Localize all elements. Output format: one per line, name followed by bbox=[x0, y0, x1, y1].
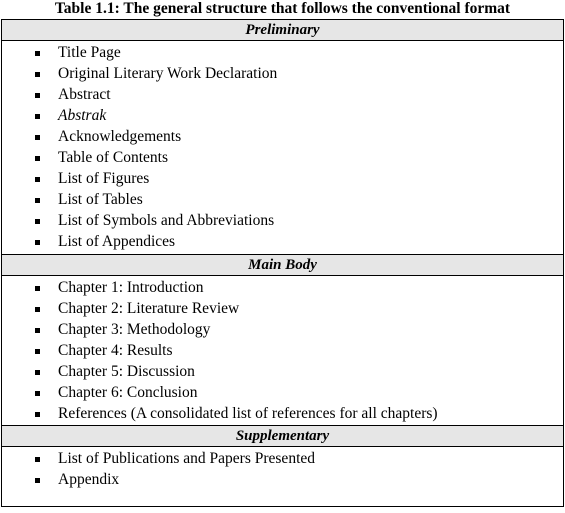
square-bullet-icon bbox=[35, 93, 40, 98]
square-bullet-icon bbox=[35, 156, 40, 161]
list-item-label: Abstrak bbox=[58, 107, 107, 124]
square-bullet-icon bbox=[35, 478, 40, 483]
list-item bbox=[2, 105, 563, 126]
list-item-label: List of Appendices bbox=[58, 233, 176, 250]
list-item-label: List of Symbols and Abbreviations bbox=[58, 212, 275, 229]
list-item-label: References (A consolidated list of references for all chapters) bbox=[58, 405, 438, 422]
square-bullet-icon bbox=[35, 114, 40, 119]
square-bullet-icon bbox=[35, 72, 40, 77]
list-item bbox=[2, 84, 563, 105]
list-item bbox=[2, 63, 563, 84]
square-bullet-icon bbox=[35, 370, 40, 375]
square-bullet-icon bbox=[35, 51, 40, 56]
square-bullet-icon bbox=[35, 412, 40, 417]
square-bullet-icon bbox=[35, 240, 40, 245]
square-bullet-icon bbox=[35, 177, 40, 182]
list-item bbox=[2, 469, 563, 490]
square-bullet-icon bbox=[35, 286, 40, 291]
list-item bbox=[2, 298, 563, 319]
list-item bbox=[2, 361, 563, 382]
list-item-label: List of Figures bbox=[58, 170, 150, 187]
list-item bbox=[2, 126, 563, 147]
list-item-label: List of Tables bbox=[58, 191, 143, 208]
square-bullet-icon bbox=[35, 307, 40, 312]
list-item-label: Appendix bbox=[58, 471, 120, 488]
list-item bbox=[2, 319, 563, 340]
list-item-label: List of Publications and Papers Presented bbox=[58, 450, 315, 467]
list-item-label: Title Page bbox=[58, 44, 121, 61]
list-item-label: Chapter 6: Conclusion bbox=[58, 384, 198, 401]
square-bullet-icon bbox=[35, 198, 40, 203]
preliminary-list bbox=[2, 41, 563, 254]
list-item bbox=[2, 189, 563, 210]
list-item bbox=[2, 231, 563, 252]
list-item bbox=[2, 403, 563, 424]
list-item bbox=[2, 277, 563, 298]
list-item-label: Chapter 2: Literature Review bbox=[58, 300, 240, 317]
list-item bbox=[2, 42, 563, 63]
list-item-label: Chapter 5: Discussion bbox=[58, 363, 195, 380]
supplementary-list bbox=[2, 447, 563, 506]
list-item bbox=[2, 448, 563, 469]
square-bullet-icon bbox=[35, 328, 40, 333]
square-bullet-icon bbox=[35, 219, 40, 224]
table-caption: Table 1.1: The general structure that follows the conventional format bbox=[54, 0, 511, 17]
list-item bbox=[2, 340, 563, 361]
list-item bbox=[2, 147, 563, 168]
square-bullet-icon bbox=[35, 135, 40, 140]
list-item-label: Acknowledgements bbox=[58, 128, 182, 145]
square-bullet-icon bbox=[35, 391, 40, 396]
section-header-preliminary: Preliminary bbox=[2, 20, 563, 41]
list-item-label: Table of Contents bbox=[58, 149, 168, 166]
square-bullet-icon bbox=[35, 349, 40, 354]
section-header-main-body: Main Body bbox=[2, 254, 563, 276]
list-item bbox=[2, 210, 563, 231]
list-item bbox=[2, 168, 563, 189]
list-item bbox=[2, 382, 563, 403]
list-item-label: Abstract bbox=[58, 86, 111, 103]
list-item-label: Chapter 4: Results bbox=[58, 342, 173, 359]
list-item-label: Chapter 3: Methodology bbox=[58, 321, 211, 338]
list-item-label: Original Literary Work Declaration bbox=[58, 65, 278, 82]
list-item-label: Chapter 1: Introduction bbox=[58, 279, 204, 296]
main-body-list bbox=[2, 276, 563, 425]
structure-table bbox=[1, 19, 564, 507]
section-header-supplementary: Supplementary bbox=[2, 425, 563, 447]
square-bullet-icon bbox=[35, 457, 40, 462]
